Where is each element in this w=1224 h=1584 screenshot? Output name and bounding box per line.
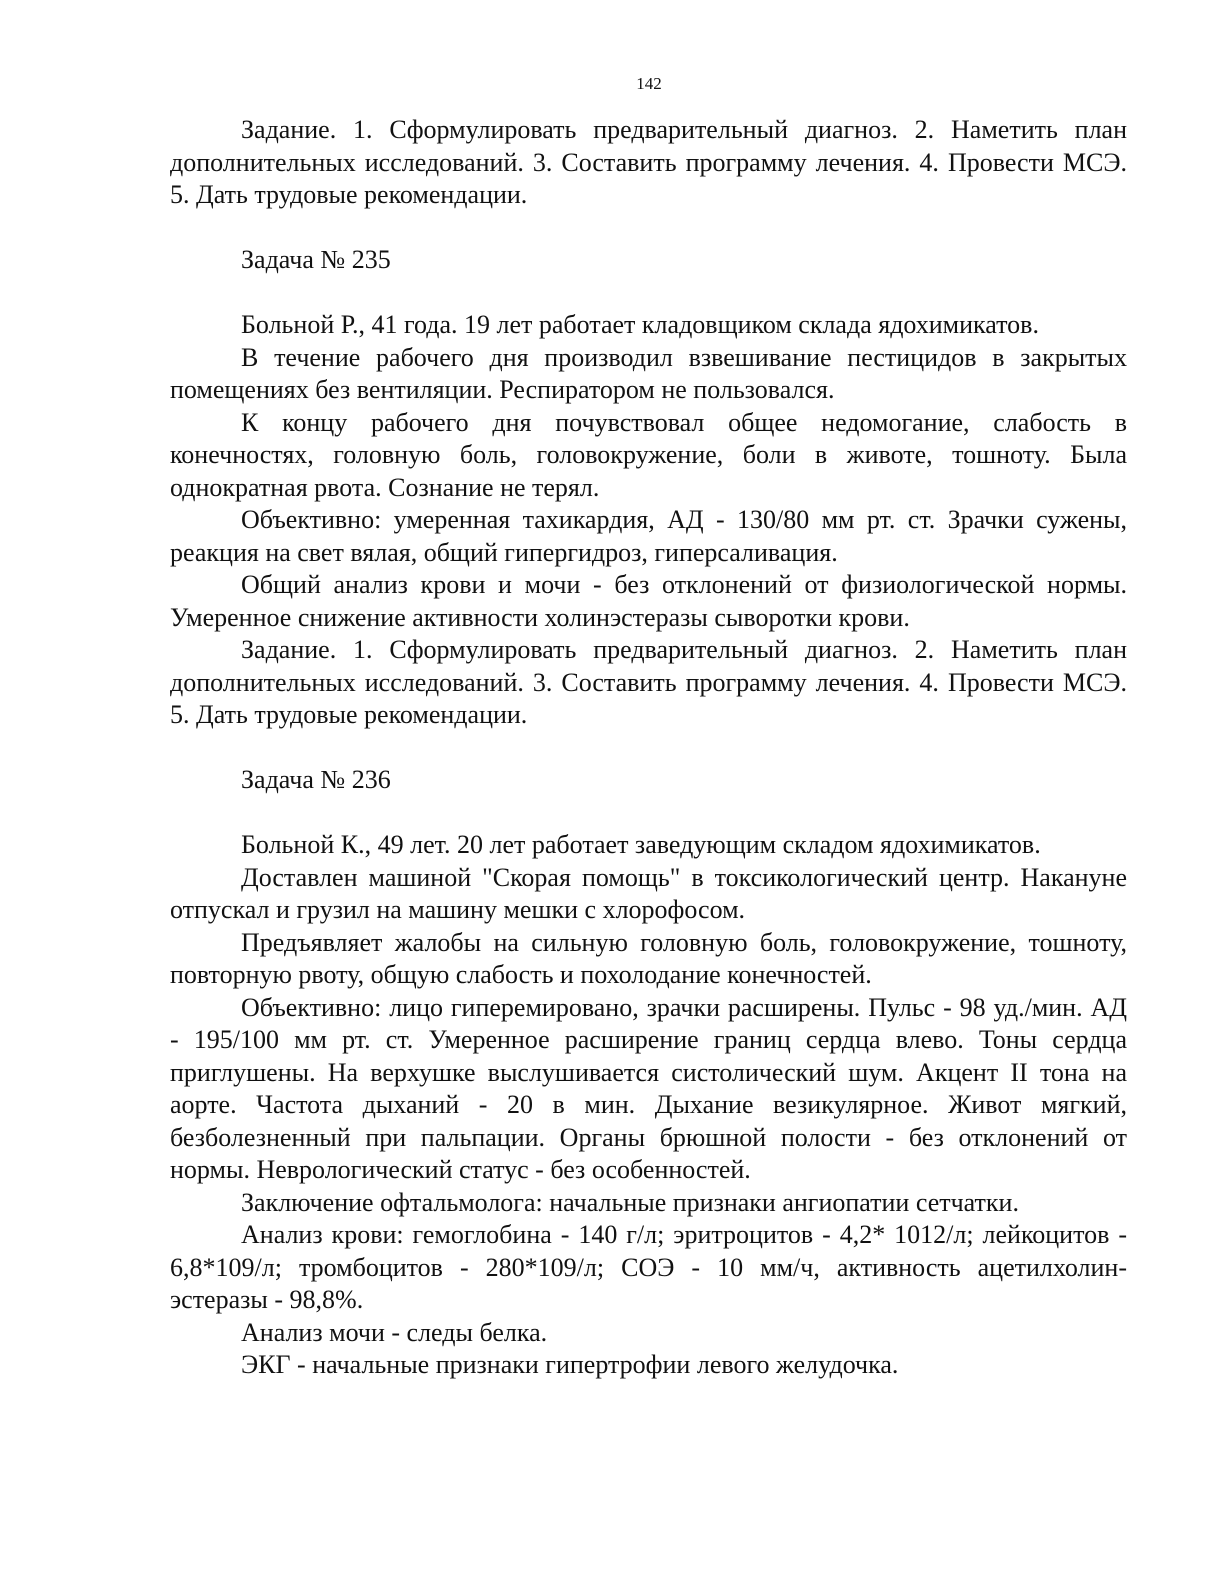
spacer <box>170 212 1127 245</box>
spacer <box>170 797 1127 830</box>
paragraph: Объективно: умеренная тахикардия, АД - 130/80 мм рт. ст. Зрачки сужены, реакция на свет вялая, общий гипергидроз, гиперсаливация. <box>170 505 1127 567</box>
document-body <box>170 114 1127 1382</box>
spacer <box>170 277 1127 310</box>
page-number: 142 <box>636 74 662 93</box>
patient-intro-paragraph: Больной К., 49 лет. 20 лет работает заведующим складом ядохимикатов. <box>241 830 1041 859</box>
spacer <box>170 732 1127 765</box>
paragraph: ЭКГ - начальные признаки гипертрофии левого желудочка. <box>241 1350 899 1379</box>
task-assignment-paragraph: Задание. 1. Сформулировать предварительный диагноз. 2. Наметить план дополнительных исследований. 3. Составить программу лечения. 4. Провести МСЭ. 5. Дать трудовые рекомендации. <box>170 115 1127 209</box>
task-heading-236: Задача № 236 <box>241 765 391 794</box>
paragraph: Анализ мочи - следы белка. <box>241 1317 548 1347</box>
paragraph: Объективно: лицо гиперемировано, зрачки расширены. Пульс - 98 уд./мин. АД - 195/100 мм рт. ст. Умеренное расширение границ сердца влево. Тоны сердца приглушены. На верхушке выслушивается систолический шум. Акцент II тона на аорте. Частота дыханий - 20 в мин. Дыхание везикулярное. Живот мягкий, безболезненный при пальпации. Органы брюшной полости - без отклонений от нормы. Неврологический статус - без особенностей. <box>170 992 1127 1184</box>
paragraph: Предъявляет жалобы на сильную головную боль, головокружение, тошноту, повторную рвоту, общую слабость и похолодание конечностей. <box>170 927 1127 989</box>
task-heading-235: Задача № 235 <box>241 245 391 274</box>
task-assignment-paragraph: Задание. 1. Сформулировать предварительный диагноз. 2. Наметить план дополнительных исследований. 3. Составить программу лечения. 4. Провести МСЭ. 5. Дать трудовые рекомендации. <box>170 635 1127 729</box>
paragraph: Общий анализ крови и мочи - без отклонений от физиологической нормы. Умеренное снижение активности холинэстеразы сыворотки крови. <box>170 570 1127 632</box>
paragraph: Заключение офтальмолога: начальные признаки ангиопатии сетчатки. <box>241 1187 1019 1217</box>
paragraph: В течение рабочего дня производил взвешивание пестицидов в закрытых помещениях без вентиляции. Респиратором не пользовался. <box>170 342 1127 404</box>
paragraph: Доставлен машиной "Скорая помощь" в токсикологический центр. Накануне отпускал и грузил на машину мешки с хлорофосом. <box>170 862 1127 924</box>
paragraph: Анализ крови: гемоглобина - 140 г/л; эритроцитов - 4,2* 1012/л; лейкоцитов - 6,8*109/л; тромбоцитов - 280*109/л; СОЭ - 10 мм/ч, активность ацетилхолин-эстеразы - 98,8%. <box>170 1220 1127 1314</box>
paragraph: К концу рабочего дня почувствовал общее недомогание, слабость в конечностях, головную боль, головокружение, боли в животе, тошноту. Была однократная рвота. Сознание не терял. <box>170 407 1127 502</box>
patient-intro-paragraph: Больной Р., 41 года. 19 лет работает кладовщиком склада ядохимикатов. <box>241 310 1039 339</box>
